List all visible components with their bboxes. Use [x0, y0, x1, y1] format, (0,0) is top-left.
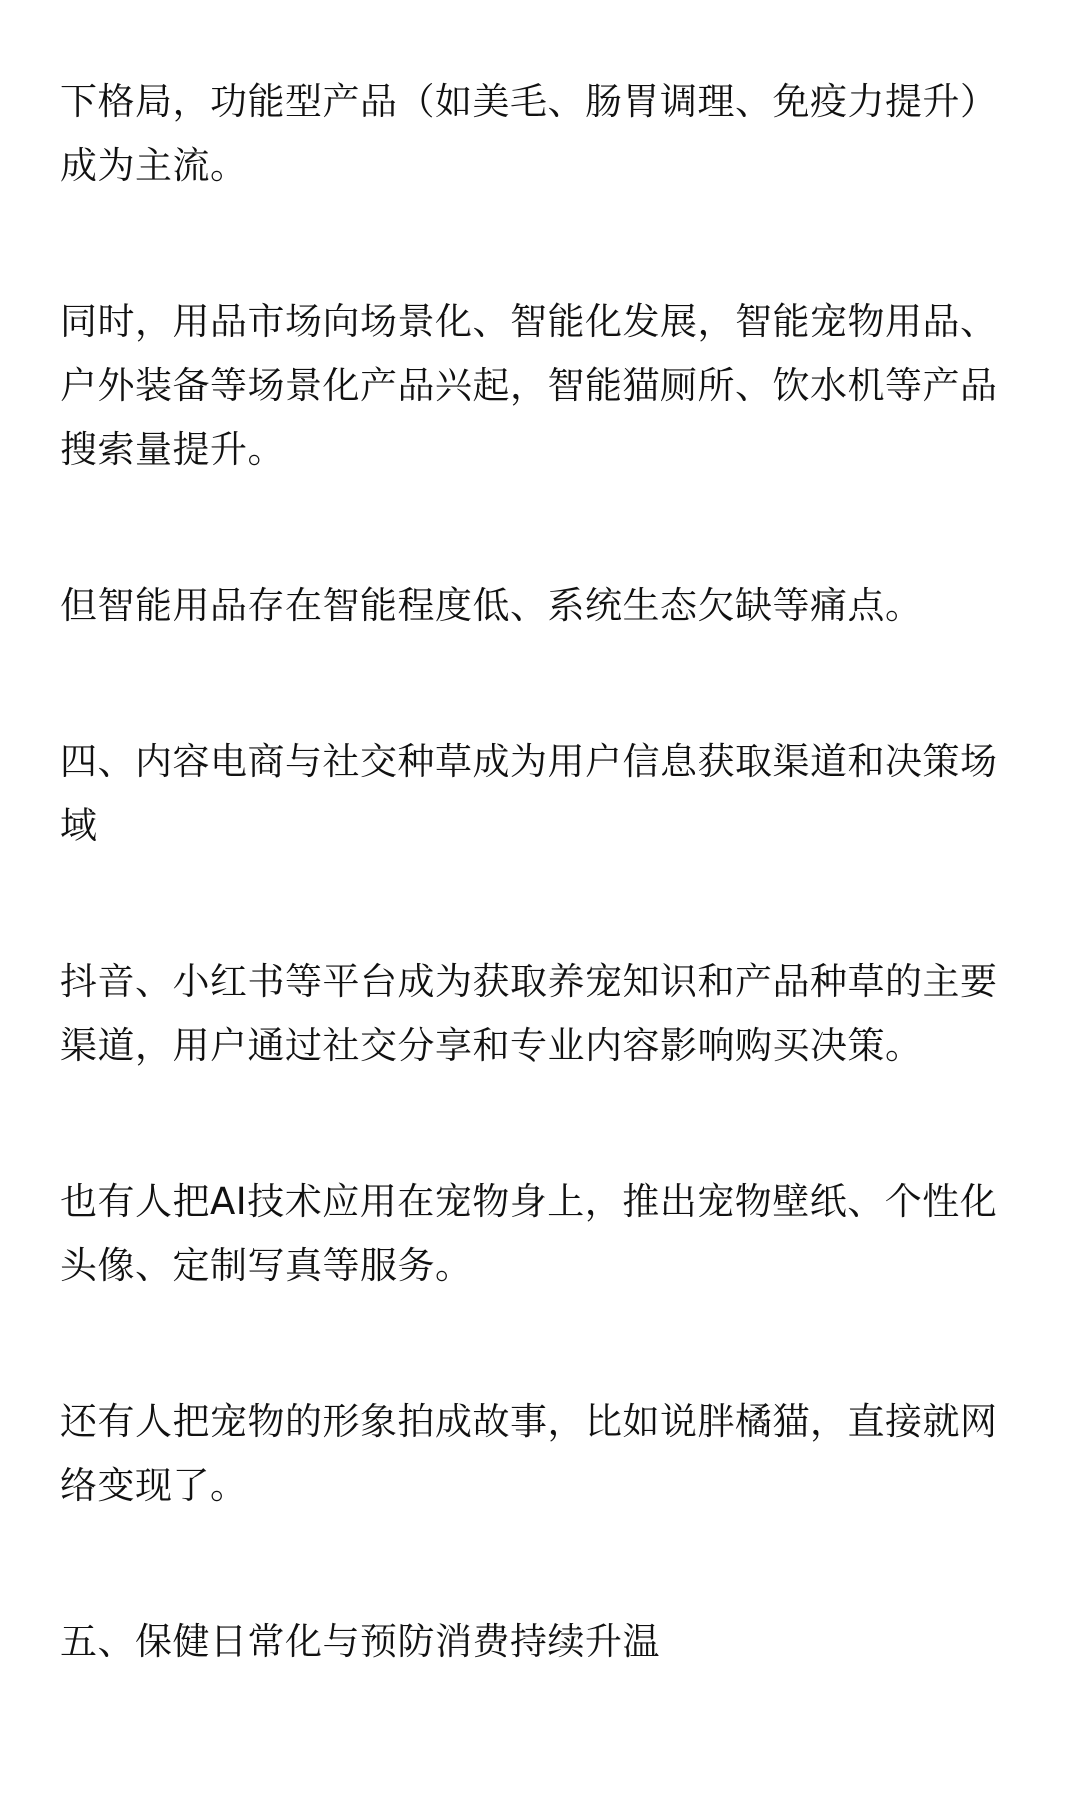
section-heading-five: 五、保健日常化与预防消费持续升温	[60, 1620, 660, 1663]
paragraph-smart-supplies: 同时，用品市场向场景化、智能化发展，智能宠物用品、户外装备等场景化产品兴起，智能猫厕所、饮水机等产品搜索量提升。	[60, 300, 998, 471]
paragraph-gap	[60, 1298, 1020, 1390]
paragraph-gap	[60, 198, 1020, 290]
paragraph-gap	[60, 1078, 1020, 1170]
paragraph-gap	[60, 1518, 1020, 1610]
paragraph-gap	[60, 482, 1020, 574]
section-heading-four: 四、内容电商与社交种草成为用户信息获取渠道和决策场域	[60, 740, 998, 847]
paragraph-ai-services: 也有人把AI技术应用在宠物身上，推出宠物壁纸、个性化头像、定制写真等服务。	[60, 1180, 998, 1287]
paragraph-platforms: 抖音、小红书等平台成为获取养宠知识和产品种草的主要渠道，用户通过社交分享和专业内容影响购买决策。	[60, 960, 998, 1067]
paragraph-gap	[60, 638, 1020, 730]
paragraph-gap	[60, 858, 1020, 950]
paragraph-pain-points: 但智能用品存在智能程度低、系统生态欠缺等痛点。	[60, 584, 923, 627]
article-body	[60, 70, 1020, 1674]
paragraph-functional-products: 下格局，功能型产品（如美毛、肠胃调理、免疫力提升）成为主流。	[60, 80, 998, 187]
paragraph-pet-stories: 还有人把宠物的形象拍成故事，比如说胖橘猫，直接就网络变现了。	[60, 1400, 998, 1507]
